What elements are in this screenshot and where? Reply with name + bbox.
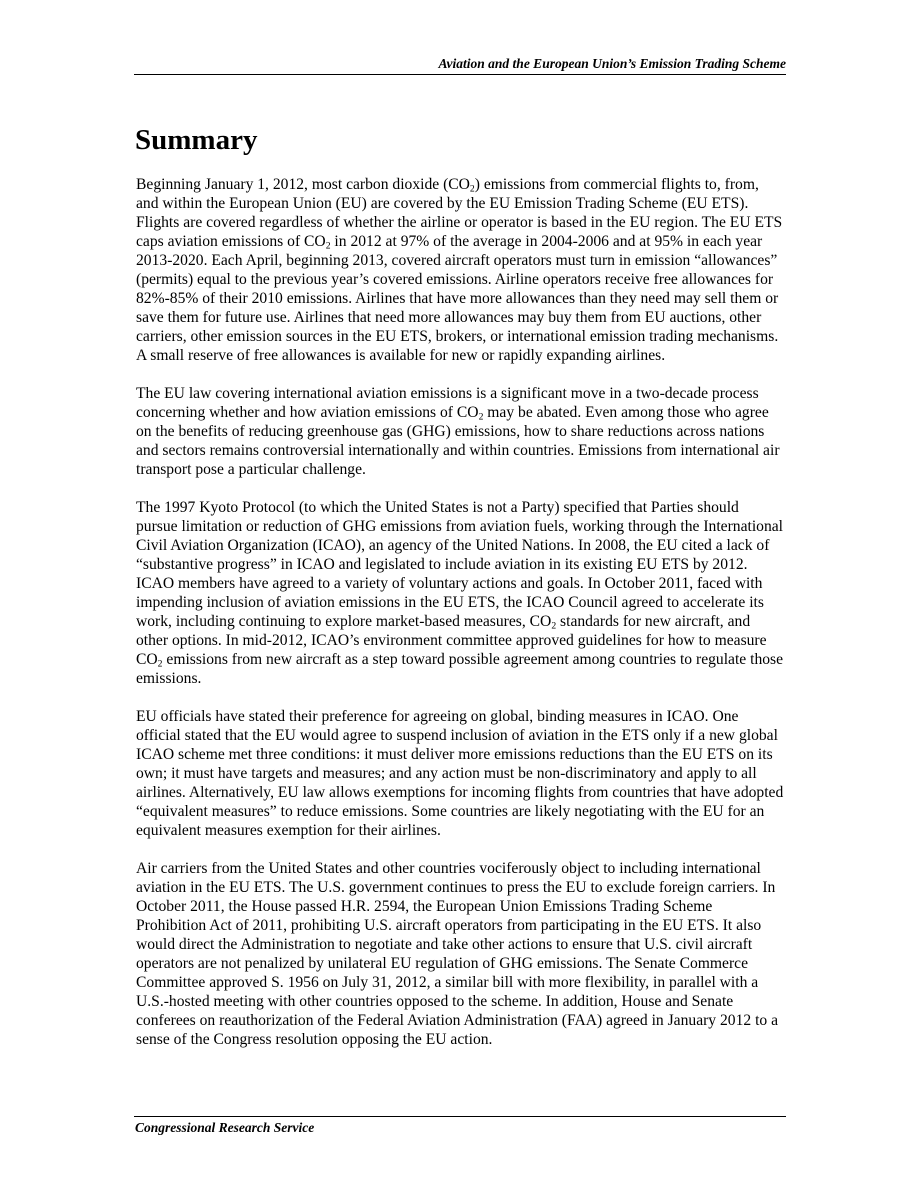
- summary-body: [136, 175, 784, 1049]
- paragraph-1: Beginning January 1, 2012, most carbon dioxide $(CO_2)$ emissions from commercial flights to, from, and within the European Union (EU) are covered by the EU Emission Trading Scheme (EU ETS). Flights are covered regardless of whether the airline or operator is based in the EU region. The EU ETS caps aviation emissions of $CO_2$ in 2012 at 97% of the average in 2004-2006 and at 95% in each year 2013-2020. Each April, beginning 2013, covered aircraft operators must turn in emission “allowances” (permits) equal to the previous year’s covered emissions. Airline operators receive free allowances for 82%-85% of their 2010 emissions. Airlines that have more allowances than they need may sell them or save them for future use. Airlines that need more allowances may buy them from EU auctions, other carriers, other emission sources in the EU ETS, brokers, or international emission trading mechanisms. A small reserve of free allowances is available for new or rapidly expanding airlines.: [136, 176, 783, 364]
- paragraph-3: The 1997 Kyoto Protocol (to which the United States is not a Party) specified that Parties should pursue limitation or reduction of GHG emissions from aviation fuels, working through the International Civil Aviation Organization (ICAO), an agency of the United Nations. In 2008, the EU cited a lack of “substantive progress” in ICAO and legislated to include aviation in its existing EU ETS by 2012. ICAO members have agreed to a variety of voluntary actions and goals. In October 2011, faced with impending inclusion of aviation emissions in the EU ETS, the ICAO Council agreed to accelerate its work, including continuing to explore market-based measures, $CO_2$ standards for new aircraft, and other options. In mid-2012, ICAO’s environment committee approved guidelines for how to measure $CO_2$ emissions from new aircraft as a step toward possible agreement among countries to regulate those emissions.: [136, 499, 784, 687]
- footer-rule: [134, 1116, 786, 1117]
- paragraph-4: EU officials have stated their preference for agreeing on global, binding measures in ICAO. One official stated that the EU would agree to suspend inclusion of aviation in the ETS only if a new global ICAO scheme met three conditions: it must deliver more emissions reductions than the EU ETS on its own; it must have targets and measures; and any action must be non-discriminatory and apply to all airlines. Alternatively, EU law allows exemptions for incoming flights from countries that have adopted “equivalent measures” to reduce emissions. Some countries are likely negotiating with the EU for an equivalent measures exemption for their airlines.: [136, 708, 784, 839]
- paragraph-5: Air carriers from the United States and other countries vociferously object to including international aviation in the EU ETS. The U.S. government continues to press the EU to exclude foreign carriers. In October 2011, the House passed H.R. 2594, the European Union Emissions Trading Scheme Prohibition Act of 2011, prohibiting U.S. aircraft operators from participating in the EU ETS. It also would direct the Administration to negotiate and take other actions to ensure that U.S. civil aircraft operators are not penalized by unilateral EU regulation of GHG emissions. The Senate Commerce Committee approved S. 1956 on July 31, 2012, a similar bill with more flexibility, in parallel with a U.S.-hosted meeting with other countries opposed to the scheme. In addition, House and Senate conferees on reauthorization of the Federal Aviation Administration (FAA) agreed in January 2012 to a sense of the Congress resolution opposing the EU action.: [136, 860, 779, 1048]
- header-rule: [134, 74, 786, 75]
- running-footer: Congressional Research Service: [135, 1120, 315, 1135]
- running-header: Aviation and the European Union’s Emission Trading Scheme: [438, 56, 786, 71]
- page-title: Summary: [135, 124, 258, 156]
- paragraph-2: The EU law covering international aviation emissions is a significant move in a two-decade process concerning whether and how aviation emissions of $CO_2$ may be abated. Even among those who agree on the benefits of reducing greenhouse gas (GHG) emissions, how to share reductions across nations and sectors remains controversial internationally and within countries. Emissions from international air transport pose a particular challenge.: [136, 385, 780, 478]
